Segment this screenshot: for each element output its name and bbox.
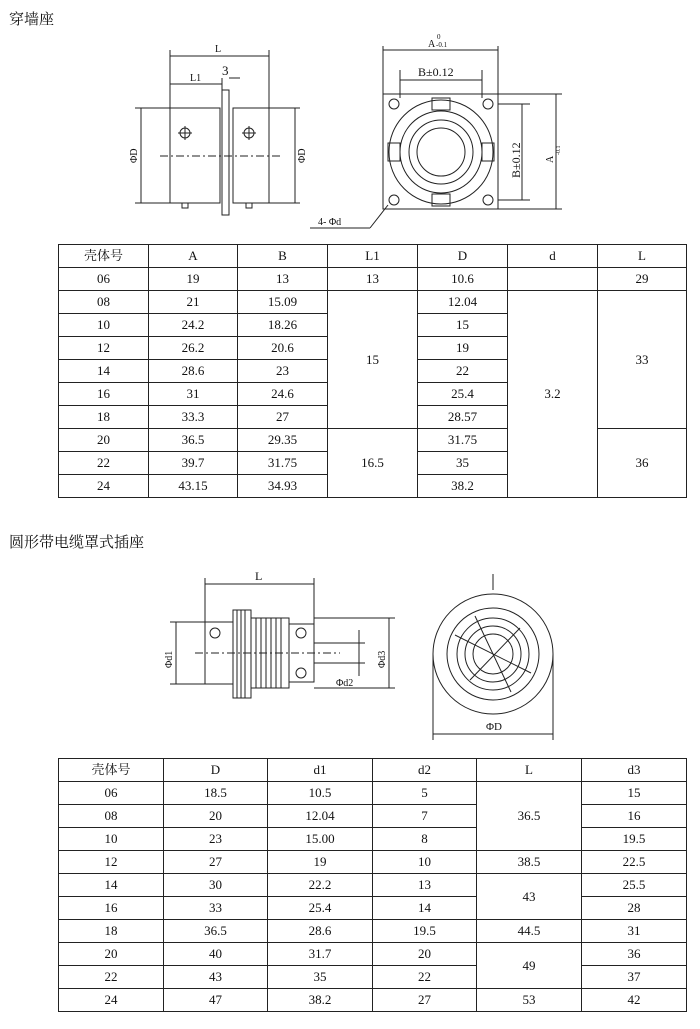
cell-shell: 12 — [59, 851, 164, 874]
cell-D: 33 — [164, 897, 268, 920]
cell-d1: 38.2 — [268, 989, 373, 1012]
cell-A: 19 — [149, 268, 238, 291]
cell-B: 23 — [238, 360, 328, 383]
cell-shell: 14 — [59, 874, 164, 897]
cell-d3: 31 — [582, 920, 687, 943]
table-row — [59, 897, 687, 920]
cell-d3: 16 — [582, 805, 687, 828]
side-flange — [222, 90, 229, 215]
cell-d1: 25.4 — [268, 897, 373, 920]
cell-d2: 19.5 — [373, 920, 477, 943]
cell-D: 27 — [164, 851, 268, 874]
header-cell: d — [508, 245, 598, 268]
cell-L: 29 — [598, 268, 687, 291]
cell-d1: 19 — [268, 851, 373, 874]
header-cell: d3 — [582, 759, 687, 782]
cell-shell: 06 — [59, 268, 149, 291]
cell-D: 47 — [164, 989, 268, 1012]
cell-A: 28.6 — [149, 360, 238, 383]
cell-d3: 22.5 — [582, 851, 687, 874]
cell-L: 53 — [477, 989, 582, 1012]
cell-L: 49 — [477, 943, 582, 989]
table-header — [59, 759, 687, 782]
cell-B: 34.93 — [238, 475, 328, 498]
cell-D: 30 — [164, 874, 268, 897]
cell-A: 36.5 — [149, 429, 238, 452]
cell-shell: 10 — [59, 828, 164, 851]
cell-D: 35 — [418, 452, 508, 475]
dim-phiD-right: ΦD — [297, 148, 308, 163]
dim-A-tol-top: 0 — [437, 33, 441, 41]
cell-shell: 24 — [59, 989, 164, 1012]
cell-d2: 20 — [373, 943, 477, 966]
cell-d3: 42 — [582, 989, 687, 1012]
cell-shell: 18 — [59, 920, 164, 943]
table-row — [59, 828, 687, 851]
dim-A-top: A — [428, 39, 436, 50]
cell-D: 28.57 — [418, 406, 508, 429]
cell-A: 39.7 — [149, 452, 238, 475]
table-row — [59, 920, 687, 943]
header-cell: L — [477, 759, 582, 782]
cell-B: 29.35 — [238, 429, 328, 452]
cell-B: 27 — [238, 406, 328, 429]
header-cell: L1 — [328, 245, 418, 268]
wall-mount-drawing — [0, 28, 700, 238]
cell-D: 10.6 — [418, 268, 508, 291]
dim-phiD-left: ΦD — [129, 148, 140, 163]
dim-L: L — [255, 569, 263, 583]
dim-A-tol-bottom: -0.1 — [436, 41, 448, 49]
cell-d2: 14 — [373, 897, 477, 920]
header-cell: A — [149, 245, 238, 268]
cell-A: 24.2 — [149, 314, 238, 337]
cell-d2: 7 — [373, 805, 477, 828]
dim-phiD: ΦD — [486, 721, 502, 733]
section2-title: 圆形带电缆罩式插座 — [9, 535, 145, 551]
header-cell: D — [418, 245, 508, 268]
cell-D: 20 — [164, 805, 268, 828]
cell-A: 31 — [149, 383, 238, 406]
cell-A: 43.15 — [149, 475, 238, 498]
cell-L: 36 — [598, 429, 687, 498]
dim-phid3: Φd3 — [377, 650, 388, 668]
dim-L1: L1 — [190, 73, 202, 84]
dim-B-vertical: B±0.12 — [509, 142, 523, 178]
cell-A: 33.3 — [149, 406, 238, 429]
dim-phid2: Φd2 — [336, 678, 354, 689]
cell-L1: 13 — [328, 268, 418, 291]
spec-table-1 — [58, 244, 687, 498]
cell-D: 15 — [418, 314, 508, 337]
cell-shell: 08 — [59, 291, 149, 314]
cell-shell: 22 — [59, 966, 164, 989]
table-row — [59, 874, 687, 897]
cell-D: 25.4 — [418, 383, 508, 406]
cell-B: 24.6 — [238, 383, 328, 406]
cell-d: 3.2 — [508, 291, 598, 498]
cell-shell: 16 — [59, 383, 149, 406]
table-row — [59, 268, 687, 291]
cell-D: 12.04 — [418, 291, 508, 314]
cell-B: 31.75 — [238, 452, 328, 475]
table-row — [59, 851, 687, 874]
cell-d2: 10 — [373, 851, 477, 874]
cell-D: 22 — [418, 360, 508, 383]
socket-nut — [233, 610, 251, 698]
cell-d1: 28.6 — [268, 920, 373, 943]
cell-shell: 10 — [59, 314, 149, 337]
cell-B: 20.6 — [238, 337, 328, 360]
dim-phid1: Φd1 — [164, 650, 175, 668]
header-cell: d2 — [373, 759, 477, 782]
cell-D: 38.2 — [418, 475, 508, 498]
cell-L: 44.5 — [477, 920, 582, 943]
cell-L: 38.5 — [477, 851, 582, 874]
cell-D: 43 — [164, 966, 268, 989]
cell-d2: 27 — [373, 989, 477, 1012]
header-cell: d1 — [268, 759, 373, 782]
table-row — [59, 782, 687, 805]
cell-shell: 12 — [59, 337, 149, 360]
cell-B: 13 — [238, 268, 328, 291]
cell-d2: 22 — [373, 966, 477, 989]
dim-holes: 4- Φd — [318, 217, 342, 228]
cell-D: 36.5 — [164, 920, 268, 943]
cell-B: 18.26 — [238, 314, 328, 337]
dim-A-right: A — [545, 155, 556, 163]
cell-shell: 20 — [59, 943, 164, 966]
header-cell: D — [164, 759, 268, 782]
dim-3: 3 — [222, 63, 229, 78]
table-row — [59, 805, 687, 828]
section1-title: 穿墙座 — [9, 12, 55, 28]
cell-shell: 18 — [59, 406, 149, 429]
dim-B-horizontal: B±0.12 — [418, 65, 454, 79]
cell-shell: 24 — [59, 475, 149, 498]
cell-shell: 14 — [59, 360, 149, 383]
cell-d1: 12.04 — [268, 805, 373, 828]
cell-shell: 22 — [59, 452, 149, 475]
cell-d3: 15 — [582, 782, 687, 805]
cell-shell: 20 — [59, 429, 149, 452]
cell-d1: 10.5 — [268, 782, 373, 805]
spec-table-2 — [58, 758, 687, 1012]
table-row — [59, 989, 687, 1012]
cell-d2: 8 — [373, 828, 477, 851]
dim-L: L — [215, 44, 222, 55]
cell-D: 40 — [164, 943, 268, 966]
header-cell: B — [238, 245, 328, 268]
cell-d3: 28 — [582, 897, 687, 920]
cable-socket-drawing — [0, 560, 700, 750]
cell-D: 19 — [418, 337, 508, 360]
cell-d — [508, 268, 598, 291]
cell-d1: 15.00 — [268, 828, 373, 851]
table-header — [59, 245, 687, 268]
cell-d1: 35 — [268, 966, 373, 989]
table-row — [59, 943, 687, 966]
cell-shell: 08 — [59, 805, 164, 828]
cell-L: 43 — [477, 874, 582, 920]
cell-d2: 5 — [373, 782, 477, 805]
cell-shell: 06 — [59, 782, 164, 805]
cell-L: 33 — [598, 291, 687, 429]
cell-d1: 31.7 — [268, 943, 373, 966]
cell-L1: 16.5 — [328, 429, 418, 498]
cell-d3: 37 — [582, 966, 687, 989]
header-cell: L — [598, 245, 687, 268]
cell-B: 15.09 — [238, 291, 328, 314]
table-row — [59, 966, 687, 989]
cell-D: 31.75 — [418, 429, 508, 452]
table-row — [59, 291, 687, 314]
cell-L: 36.5 — [477, 782, 582, 851]
header-cell: 壳体号 — [59, 245, 149, 268]
cell-d3: 25.5 — [582, 874, 687, 897]
cell-d1: 22.2 — [268, 874, 373, 897]
cell-d2: 13 — [373, 874, 477, 897]
cell-D: 23 — [164, 828, 268, 851]
cell-shell: 16 — [59, 897, 164, 920]
cell-L1: 15 — [328, 291, 418, 429]
header-cell: 壳体号 — [59, 759, 164, 782]
cell-A: 26.2 — [149, 337, 238, 360]
cell-d3: 36 — [582, 943, 687, 966]
cell-D: 18.5 — [164, 782, 268, 805]
cell-d3: 19.5 — [582, 828, 687, 851]
cell-A: 21 — [149, 291, 238, 314]
dim-A-right-tol: -0.1 — [556, 145, 562, 155]
